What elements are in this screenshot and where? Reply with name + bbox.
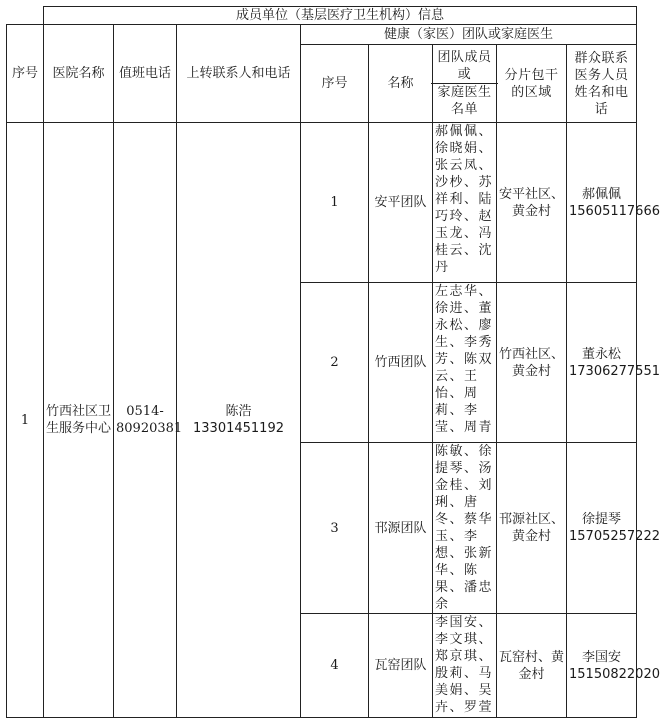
- col-duty-phone: 值班电话: [114, 25, 177, 123]
- col-members-bottom: 家庭医生名单: [431, 83, 498, 118]
- col-referral: 上转联系人和电话: [177, 25, 301, 123]
- col-area: 分片包干的区域: [497, 45, 567, 123]
- team-title: 健康（家医）团队或家庭医生: [301, 25, 637, 45]
- unit-referral: 陈浩 13301451192: [177, 123, 301, 718]
- team-area: 瓦窑村、黄金村: [497, 614, 567, 718]
- header-row-2: [7, 25, 637, 45]
- header-row-1: [7, 7, 637, 25]
- team-contact: 徐提琴 15705257222: [567, 443, 637, 614]
- team-name: 瓦窑团队: [369, 614, 433, 718]
- team-seq: 1: [301, 123, 369, 283]
- col-hospital: 医院名称: [44, 25, 114, 123]
- col-members-top: 团队成员或: [437, 50, 492, 82]
- team-area: 邗源社区、黄金村: [497, 443, 567, 614]
- col-members: [433, 45, 497, 123]
- team-seq: 3: [301, 443, 369, 614]
- team-contact: 董永松 17306277551: [567, 283, 637, 443]
- unit-hospital: 竹西社区卫生服务中心: [44, 123, 114, 718]
- team-area: 竹西社区、黄金村: [497, 283, 567, 443]
- team-area: 安平社区、黄金村: [497, 123, 567, 283]
- unit-seq: 1: [7, 123, 44, 718]
- team-contact: 郝佩佩 15605117666: [567, 123, 637, 283]
- team-members: 左志华、徐进、董永松、廖生、李秀芳、陈双云、王怡、周莉、李莹、周青: [433, 283, 497, 443]
- col-seq: 序号: [7, 25, 44, 123]
- team-contact: 李国安 15150822020: [567, 614, 637, 718]
- team-members: 郝佩佩、徐晓娟、张云凤、沙杪、苏祥利、陆巧玲、赵玉龙、冯桂云、沈丹: [433, 123, 497, 283]
- team-row: [7, 123, 637, 283]
- unit-title: 成员单位（基层医疗卫生机构）信息: [44, 7, 637, 25]
- team-seq: 4: [301, 614, 369, 718]
- col-contact: 群众联系医务人员姓名和电话: [567, 45, 637, 123]
- unit-duty-phone: 0514-80920381: [114, 123, 177, 718]
- team-name: 安平团队: [369, 123, 433, 283]
- header-blank: [7, 7, 44, 25]
- member-unit-table: [6, 6, 660, 718]
- col-team-name: 名称: [369, 45, 433, 123]
- team-members: 陈敏、徐提琴、汤金桂、刘琍、唐冬、蔡华玉、李想、张新华、陈果、潘忠余: [433, 443, 497, 614]
- team-name: 竹西团队: [369, 283, 433, 443]
- team-seq: 2: [301, 283, 369, 443]
- team-members: 李国安、李文琪、郑京琪、殷莉、马美娟、吴卉、罗萱: [433, 614, 497, 718]
- team-name: 邗源团队: [369, 443, 433, 614]
- col-team-seq: 序号: [301, 45, 369, 123]
